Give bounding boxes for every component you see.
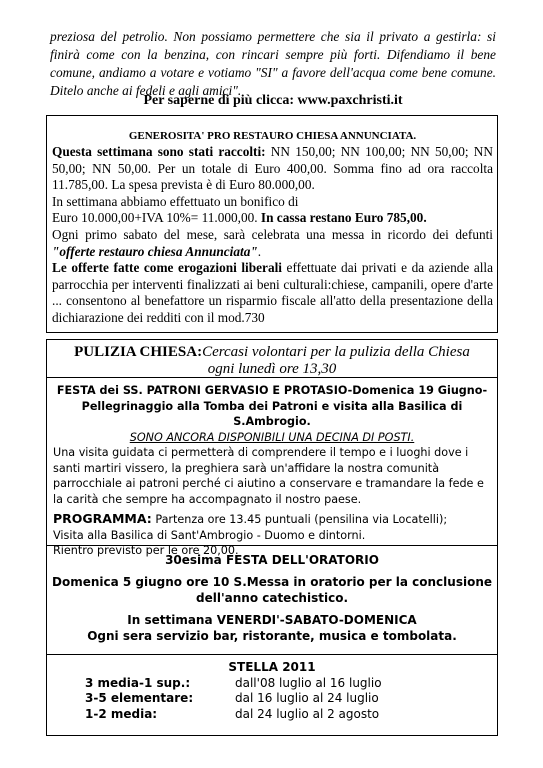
stella-row-value: dall'08 luglio al 16 luglio bbox=[235, 675, 382, 690]
raccolti-label: Questa settimana sono stati raccolti: bbox=[52, 144, 266, 159]
programma-text: Partenza ore 13.45 puntuali (pensilina via Locatelli); bbox=[151, 513, 448, 526]
intro-paragraph: preziosa del petrolio. Non possiamo permettere che sia il privato a gestirla: si finirà come con la benzina, con rincari sempre più forti. Difendiamo il bene comune, andiamo a votare e votiamo "SI" a favore dell'acqua come bene comune. Ditelo anche ai fedeli e agli amici". bbox=[50, 29, 496, 98]
pulizia-text: Cercasi volontari per la pulizia della Chiesa bbox=[202, 344, 470, 360]
bonifico-amount: Euro 10.000,00+IVA 10%= 11.000,00. bbox=[52, 210, 261, 226]
festa-subtitle: Pellegrinaggio alla Tomba dei Patroni e visita alla Basilica di S.Ambrogio. bbox=[81, 399, 463, 428]
stella-row bbox=[51, 691, 493, 707]
messa-text: Ogni primo sabato del mese, sarà celebrata una messa in ricordo dei defunti bbox=[52, 226, 493, 242]
stella-row-label: 1-2 media: bbox=[85, 706, 158, 721]
oratorio-line3: In settimana VENERDI'-SABATO-DOMENICA bbox=[127, 613, 417, 627]
paxchristi-link[interactable]: Per saperne di più clicca: www.paxchristi.it bbox=[143, 93, 403, 108]
festa-section bbox=[47, 378, 497, 557]
bonifico-text: In settimana abbiamo effettuato un bonifico di bbox=[52, 193, 299, 209]
stella-section bbox=[47, 655, 497, 735]
restauro-body bbox=[52, 144, 493, 327]
pulizia-schedule: ogni lunedì ore 13,30 bbox=[207, 361, 337, 377]
programma-label: PROGRAMMA: bbox=[53, 511, 152, 526]
stella-title: STELLA 2011 bbox=[228, 660, 316, 674]
restauro-box bbox=[46, 115, 498, 333]
stella-row-value: dal 24 luglio al 2 agosto bbox=[235, 706, 380, 721]
festa-title: FESTA dei SS. PATRONI GERVASIO E PROTASIO-Domenica 19 Giugno- bbox=[56, 384, 488, 397]
oratorio-title: 30esima FESTA DELL'ORATORIO bbox=[165, 553, 379, 567]
oratorio-line4: Ogni sera servizio bar, ristorante, musica e tombolata. bbox=[87, 629, 457, 643]
stella-row-value: dal 16 luglio al 24 luglio bbox=[235, 691, 379, 705]
stella-row bbox=[51, 707, 493, 723]
stella-row bbox=[51, 676, 493, 692]
notices-box bbox=[46, 339, 498, 736]
rientro-text: Rientro previsto per le ore 20,00. bbox=[53, 544, 239, 557]
stella-row-label: 3-5 elementare: bbox=[85, 691, 194, 705]
oratorio-line2: dell'anno catechistico. bbox=[196, 591, 348, 605]
offerte-title: "offerte restauro chiesa Annunciata" bbox=[52, 243, 258, 259]
oratorio-section bbox=[47, 546, 497, 655]
erogazioni-text: effettuate dai privati e da aziende alla parrocchia per interventi finalizzati ai beni culturali:chiese, campanili, opere d'arte ... consentono al benefattore un risparmio fiscale all'atto della presentazione della dichiarazione dei redditi con il mod.730 bbox=[52, 260, 494, 325]
messa-end: . bbox=[257, 243, 262, 259]
pulizia-title: PULIZIA CHIESA: bbox=[74, 344, 203, 360]
posti-notice: SONO ANCORA DISPONIBILI UNA DECINA DI POSTI. bbox=[129, 430, 415, 444]
cassa-amount: In cassa restano Euro 785,00. bbox=[260, 210, 427, 226]
festa-description: Una visita guidata ci permetterà di comprendere il tempo e i luoghi dove i santi martiri vissero, la preghiera sarà un'affidare la nostra comunità parrocchiale ai patroni perché ci aiutino a conservare e tramandare la fede e la carità che sempre ha accompagnato il nostro paese. bbox=[53, 446, 484, 506]
restauro-title: GENEROSITA' PRO RESTAURO CHIESA ANNUNCIATA. bbox=[128, 130, 417, 142]
oratorio-line1: Domenica 5 giugno ore 10 S.Messa in oratorio per la conclusione bbox=[51, 575, 492, 589]
visita-text: Visita alla Basilica di Sant'Ambrogio - Duomo e dintorni. bbox=[53, 528, 366, 542]
erogazioni-label: Le offerte fatte come erogazioni liberali bbox=[52, 260, 282, 276]
raccolti-text: NN 150,00; NN 100,00; NN 50,00; NN 50,00; NN 50,00. Per un totale di Euro 400,00. Somma fino ad ora raccolta 11.785,00. La spesa prevista è di Euro 80.000,00. bbox=[52, 144, 493, 193]
pulizia-section bbox=[47, 340, 497, 378]
stella-row-label: 3 media-1 sup.: bbox=[85, 675, 191, 690]
